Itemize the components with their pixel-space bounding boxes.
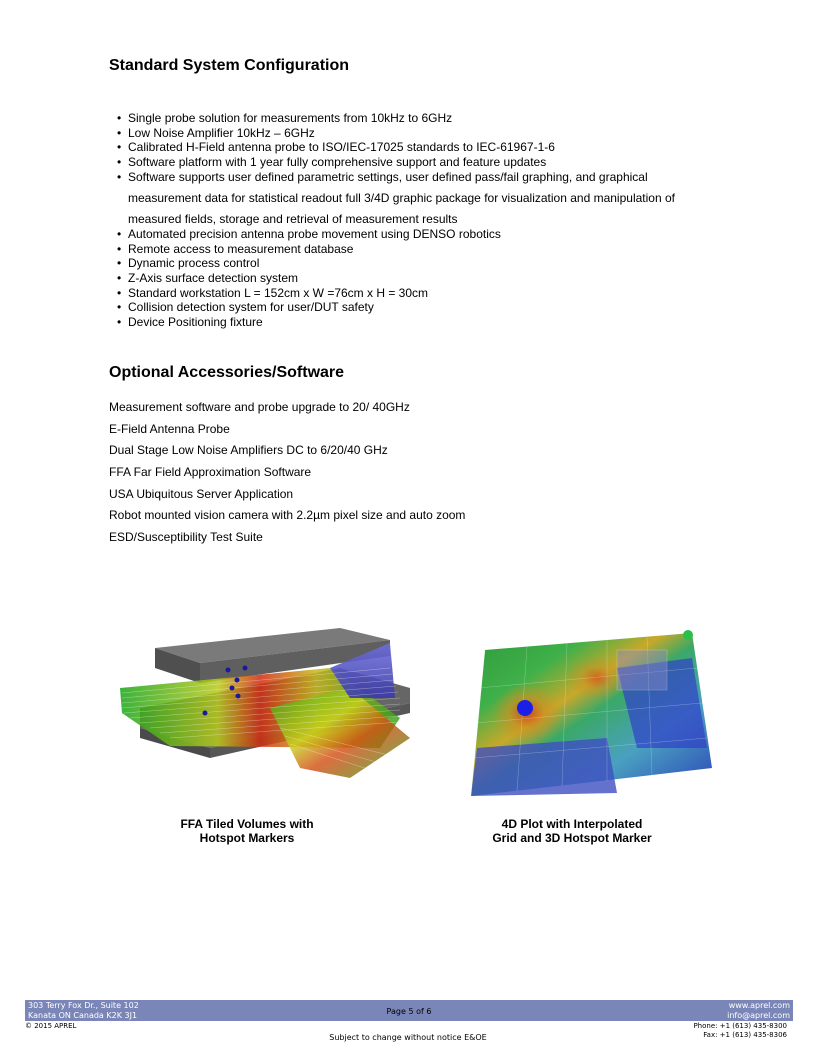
list-item: • Automated precision antenna probe movement using DENSO robotics	[117, 227, 717, 242]
optional-accessories-heading: Optional Accessories/Software	[109, 364, 345, 381]
right-figure-caption	[482, 817, 662, 845]
caption-line: Hotspot Markers	[199, 831, 295, 845]
ffa-tiled-volumes-image	[110, 628, 420, 783]
list-item: FFA Far Field Approximation Software	[109, 465, 312, 480]
caption-line: Grid and 3D Hotspot Marker	[492, 831, 652, 845]
list-item: Robot mounted vision camera with 2.2µm pixel size and auto zoom	[109, 508, 466, 523]
standard-config-heading: Standard System Configuration	[109, 57, 350, 74]
page-number: Page 5 of 6	[386, 1007, 432, 1016]
list-item: USA Ubiquitous Server Application	[109, 486, 294, 501]
copyright: © 2015 APREL	[25, 1022, 77, 1030]
left-figure-caption	[152, 817, 342, 845]
phone: Phone: +1 (613) 435-8300	[693, 1022, 787, 1030]
optional-accessories-list	[109, 400, 709, 552]
list-item: • Standard workstation L = 152cm x W =76cm x H = 30cm	[117, 286, 717, 301]
list-item: • Software supports user defined parametric settings, user defined pass/fail graphing, and graphical measurement data for statistical readout full 3/4D graphic package for visualization and manipulation of measured fields, storage and retrieval of measurement results	[117, 167, 703, 230]
email-link[interactable]: info@aprel.com	[727, 1011, 790, 1020]
list-item: • Z-Axis surface detection system	[117, 271, 717, 286]
list-item: • Remote access to measurement database	[117, 242, 717, 257]
list-item: ESD/Susceptibility Test Suite	[109, 530, 263, 545]
caption-line: 4D Plot with Interpolated	[501, 817, 643, 831]
list-item: • Single probe solution for measurements from 10kHz to 6GHz	[117, 111, 717, 126]
list-item: Dual Stage Low Noise Amplifiers DC to 6/20/40 GHz	[109, 443, 388, 458]
address-line: Kanata ON Canada K2K 3J1	[28, 1011, 138, 1020]
list-item: • Calibrated H-Field antenna probe to ISO/IEC-17025 standards to IEC-61967-1-6	[117, 140, 717, 155]
footer-bar	[25, 1000, 793, 1021]
list-item: • Dynamic process control	[117, 256, 717, 271]
caption-line: FFA Tiled Volumes with	[180, 817, 314, 831]
website-link[interactable]: www.aprel.com	[728, 1001, 790, 1010]
4d-plot-image	[467, 628, 717, 798]
address-line: 303 Terry Fox Dr., Suite 102	[28, 1001, 139, 1010]
list-item: Measurement software and probe upgrade to 20/ 40GHz	[109, 400, 410, 414]
notice: Subject to change without notice E&OE	[329, 1033, 487, 1042]
list-item: E-Field Antenna Probe	[109, 421, 230, 436]
list-item: • Low Noise Amplifier 10kHz – 6GHz	[117, 126, 717, 141]
standard-config-list	[117, 111, 717, 330]
list-item: • Software platform with 1 year fully comprehensive support and feature updates	[117, 155, 717, 170]
footer-contact	[727, 1001, 790, 1021]
list-item: • Device Positioning fixture	[117, 315, 717, 330]
fax: Fax: +1 (613) 435-8306	[703, 1030, 787, 1039]
list-item: • Collision detection system for user/DUT safety	[117, 300, 717, 315]
